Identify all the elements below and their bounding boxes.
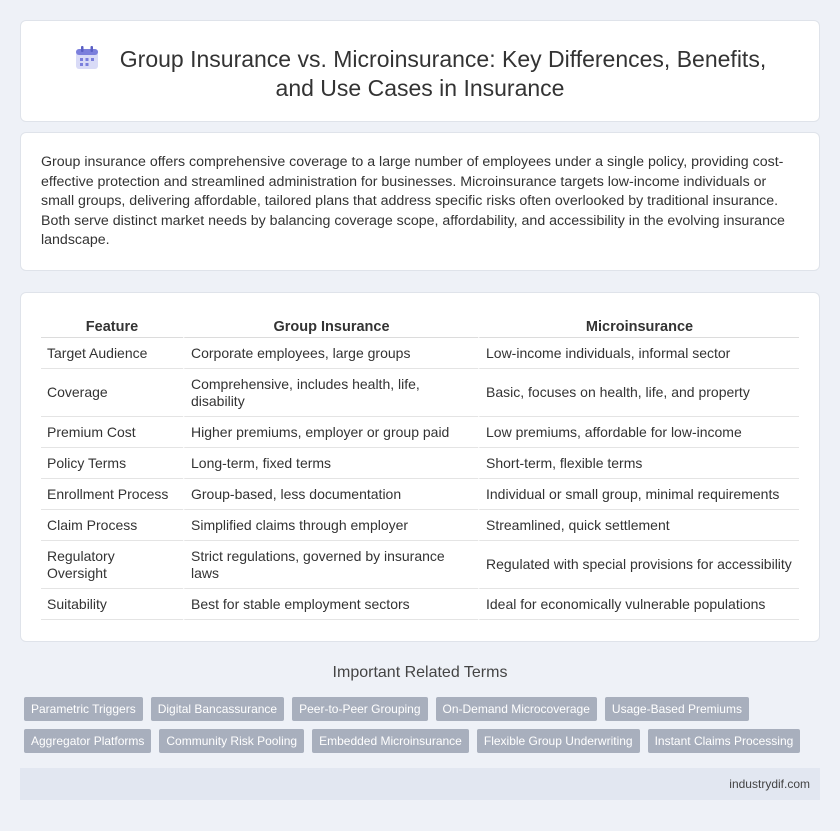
- related-term-tag[interactable]: Aggregator Platforms: [24, 729, 151, 753]
- header-feature: Feature: [41, 313, 183, 338]
- group-insurance-cell: Best for stable employment sectors: [183, 589, 478, 620]
- group-insurance-cell: Strict regulations, governed by insurance laws: [183, 541, 478, 589]
- microinsurance-cell: Basic, focuses on health, life, and property: [478, 369, 799, 417]
- related-terms-row-2: [24, 729, 800, 753]
- feature-cell: Suitability: [41, 589, 183, 620]
- related-term-tag[interactable]: Community Risk Pooling: [159, 729, 304, 753]
- table-header-row: [41, 313, 799, 338]
- related-term-tag[interactable]: Instant Claims Processing: [648, 729, 801, 753]
- footer: [20, 768, 820, 800]
- related-term-tag[interactable]: On-Demand Microcoverage: [436, 697, 597, 721]
- header-group-insurance: Group Insurance: [183, 313, 478, 338]
- microinsurance-cell: Short-term, flexible terms: [478, 448, 799, 479]
- table-row: [41, 510, 799, 541]
- group-insurance-cell: Higher premiums, employer or group paid: [183, 417, 478, 448]
- comparison-table: [41, 313, 799, 620]
- table-row: [41, 589, 799, 620]
- table-row: [41, 369, 799, 417]
- related-terms-title: Important Related Terms: [332, 664, 508, 681]
- calendar-icon: [74, 45, 100, 71]
- microinsurance-cell: Low premiums, affordable for low-income: [478, 417, 799, 448]
- microinsurance-cell: Individual or small group, minimal requirements: [478, 479, 799, 510]
- table-row: [41, 479, 799, 510]
- table-row: [41, 448, 799, 479]
- related-terms-row-1: [24, 697, 749, 721]
- microinsurance-cell: Ideal for economically vulnerable populations: [478, 589, 799, 620]
- feature-cell: Policy Terms: [41, 448, 183, 479]
- related-term-tag[interactable]: Flexible Group Underwriting: [477, 729, 640, 753]
- feature-cell: Claim Process: [41, 510, 183, 541]
- table-row: [41, 417, 799, 448]
- header-card: [20, 20, 820, 122]
- related-term-tag[interactable]: Peer-to-Peer Grouping: [292, 697, 427, 721]
- table-row: [41, 541, 799, 589]
- group-insurance-cell: Comprehensive, includes health, life, disability: [183, 369, 478, 417]
- table-row: [41, 338, 799, 369]
- related-term-tag[interactable]: Usage-Based Premiums: [605, 697, 749, 721]
- microinsurance-cell: Regulated with special provisions for accessibility: [478, 541, 799, 589]
- intro-card: [20, 132, 820, 271]
- microinsurance-cell: Streamlined, quick settlement: [478, 510, 799, 541]
- related-term-tag[interactable]: Digital Bancassurance: [151, 697, 284, 721]
- microinsurance-cell: Low-income individuals, informal sector: [478, 338, 799, 369]
- related-term-tag[interactable]: Parametric Triggers: [24, 697, 143, 721]
- group-insurance-cell: Long-term, fixed terms: [183, 448, 478, 479]
- page-title: [21, 45, 819, 103]
- intro-paragraph: Group insurance offers comprehensive coverage to a large number of employees under a single policy, providing cost-effective protection and streamlined administration for businesses. Microinsurance targets low-income individuals or small groups, delivering affordable, tailored plans that address specific risks often overlooked by traditional insurance. Both serve distinct market needs by balancing coverage scope, affordability, and accessibility in the evolving insurance landscape.: [41, 154, 785, 248]
- title-line-2: and Use Cases in Insurance: [275, 75, 565, 101]
- feature-cell: Target Audience: [41, 338, 183, 369]
- feature-cell: Coverage: [41, 369, 183, 417]
- feature-cell: Enrollment Process: [41, 479, 183, 510]
- group-insurance-cell: Corporate employees, large groups: [183, 338, 478, 369]
- feature-cell: Regulatory Oversight: [41, 541, 183, 589]
- header-microinsurance: Microinsurance: [478, 313, 799, 338]
- related-term-tag[interactable]: Embedded Microinsurance: [312, 729, 469, 753]
- feature-cell: Premium Cost: [41, 417, 183, 448]
- group-insurance-cell: Simplified claims through employer: [183, 510, 478, 541]
- comparison-table-card: [20, 292, 820, 642]
- footer-site-link[interactable]: industrydif.com: [729, 777, 810, 791]
- title-line-1: Group Insurance vs. Microinsurance: Key Differences, Benefits,: [119, 46, 767, 72]
- group-insurance-cell: Group-based, less documentation: [183, 479, 478, 510]
